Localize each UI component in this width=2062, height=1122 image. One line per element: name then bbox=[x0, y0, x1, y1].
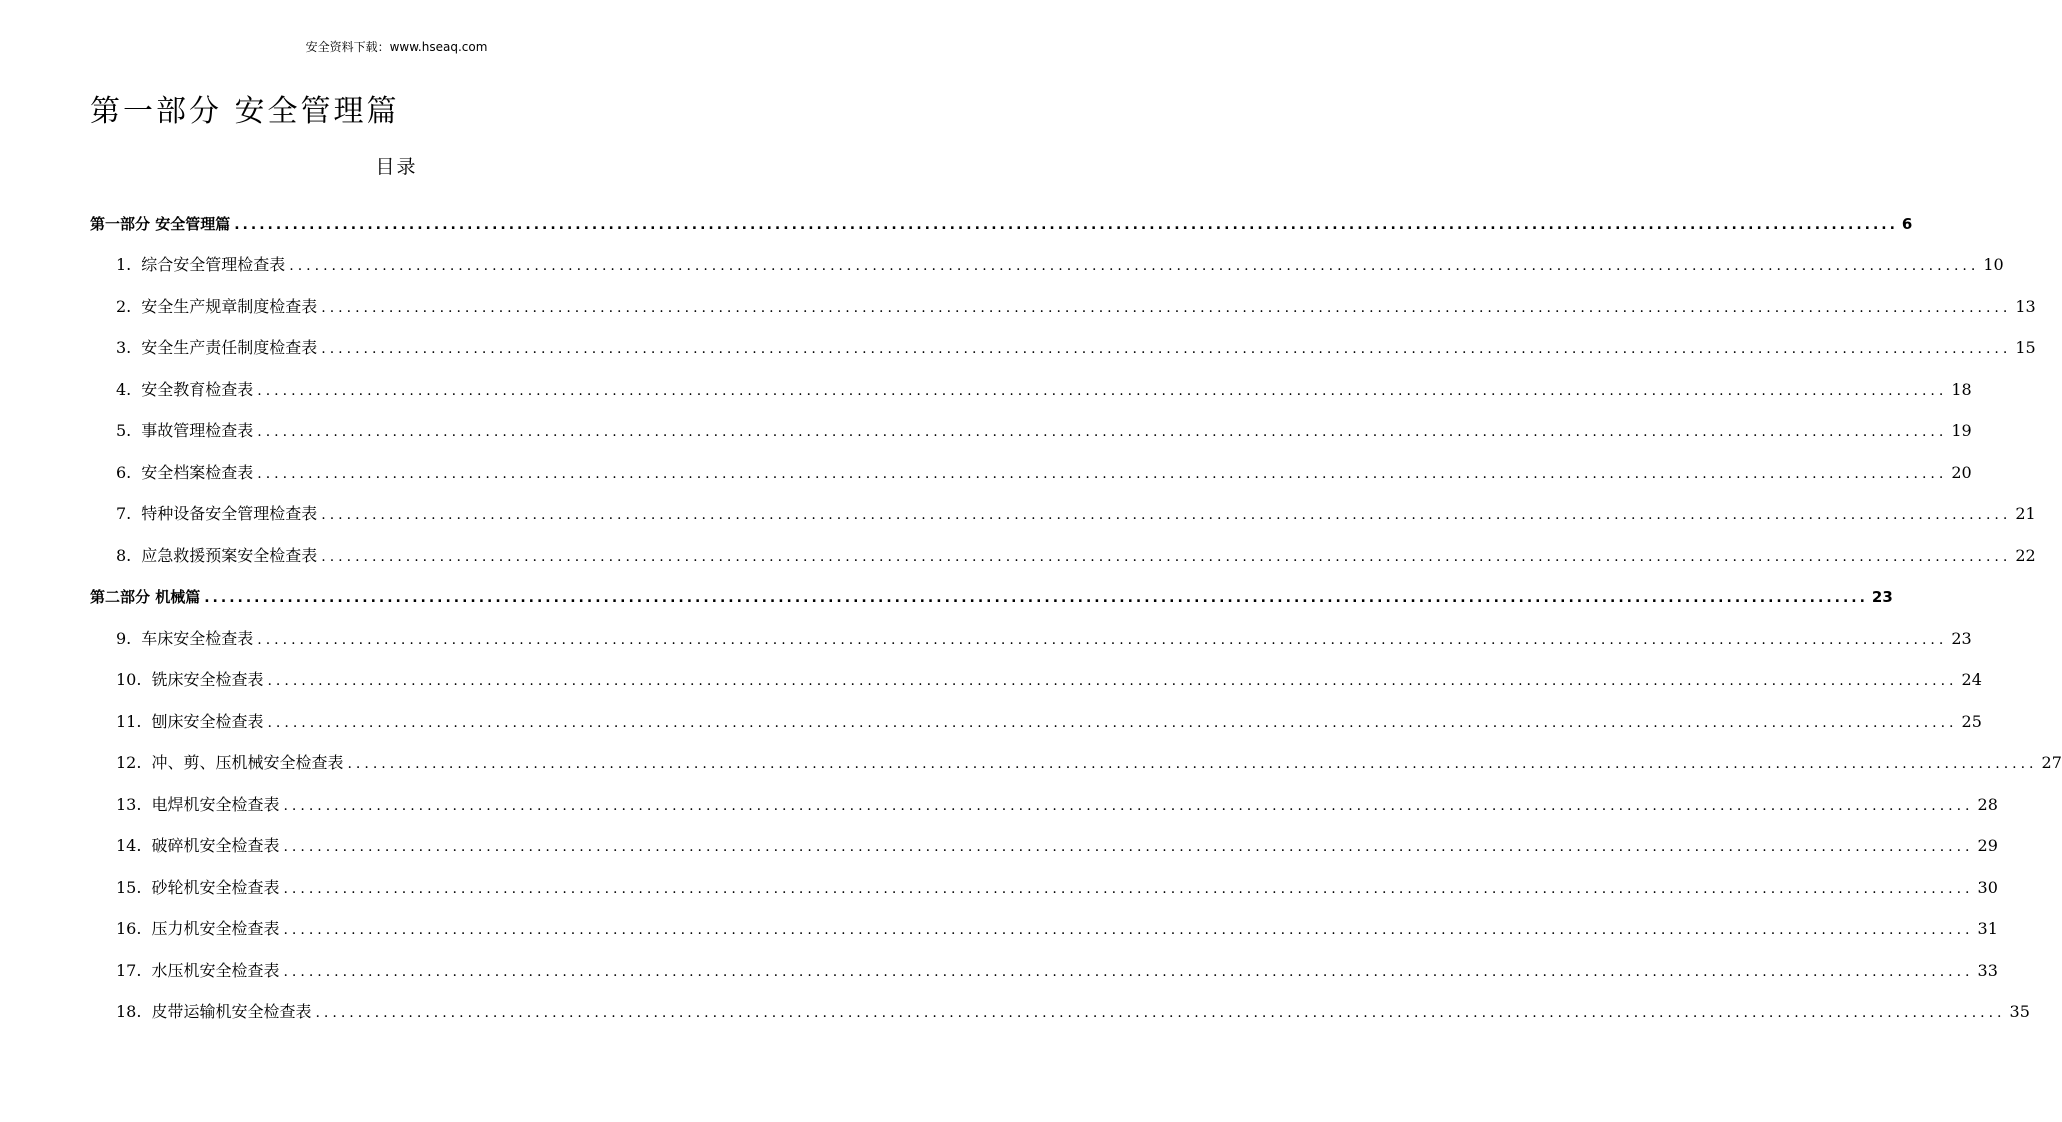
toc-entry-text: 皮带运输机安全检查表 bbox=[151, 1002, 312, 1021]
toc-leader-dots: ........................................................................................................................................................................................................ bbox=[283, 922, 1974, 938]
toc-entry-text: 压力机安全检查表 bbox=[151, 919, 280, 938]
toc-page-number: 21 bbox=[2015, 504, 2036, 523]
toc-leader-dots: ........................................................................................................................................................................................................ bbox=[321, 507, 2012, 523]
toc-item-entry[interactable] bbox=[90, 524, 2036, 566]
toc-entry-text: 破碎机安全检查表 bbox=[151, 836, 280, 855]
toc-entry-label bbox=[116, 794, 280, 815]
toc-leader-dots: ........................................................................................................................................................................................................ bbox=[257, 382, 1948, 399]
toc-page-number: 13 bbox=[2015, 296, 2036, 316]
toc-item-entry[interactable] bbox=[90, 607, 1972, 649]
toc-leader-dots: ........................................................................................................................................................................................................ bbox=[315, 1005, 2006, 1021]
toc-entry-text: 水压机安全检查表 bbox=[151, 960, 280, 980]
toc-leader-dots: ........................................................................................................................................................................................................ bbox=[283, 839, 1974, 855]
toc-entry-number: 11. bbox=[116, 711, 142, 731]
toc-item-entry[interactable] bbox=[90, 981, 2030, 1023]
toc-page-number: 15 bbox=[2015, 338, 2036, 357]
toc-page-number: 33 bbox=[1977, 960, 1998, 980]
toc-leader-dots: ........................................................................................................................................................................................................ bbox=[283, 963, 1974, 980]
toc-entry-text: 安全生产责任制度检查表 bbox=[141, 338, 318, 357]
toc-entry-number: 16. bbox=[116, 919, 142, 938]
toc-item-entry[interactable] bbox=[90, 773, 1998, 815]
toc-page-number: 28 bbox=[1977, 794, 1998, 814]
toc-leader-dots: ........................................................................................................................................................................................................ bbox=[321, 341, 2012, 357]
toc-entry-label bbox=[116, 672, 263, 690]
toc-entry-text: 安全生产规章制度检查表 bbox=[141, 296, 318, 316]
toc-leader-dots: ........................................................................................................................................................................................................ bbox=[283, 797, 1974, 814]
toc-item-entry[interactable] bbox=[90, 275, 2036, 317]
toc-page-number: 35 bbox=[2009, 1002, 2030, 1021]
toc-leader-dots: ........................................................................................................................................................................................................ bbox=[289, 258, 1980, 274]
toc-section-entry[interactable] bbox=[90, 566, 1893, 608]
toc-entry-label bbox=[116, 340, 317, 358]
toc-entry-number: 15. bbox=[116, 877, 142, 897]
toc-entry-text: 综合安全管理检查表 bbox=[141, 255, 286, 274]
toc-entry-label bbox=[116, 877, 280, 898]
toc-leader-dots: ........................................................................................................................................................................................................ bbox=[347, 756, 2038, 772]
toc-entry-label bbox=[90, 590, 200, 607]
toc-entry-text: 电焊机安全检查表 bbox=[151, 794, 280, 814]
toc-entry-number: 2. bbox=[116, 296, 132, 316]
toc-page-number: 24 bbox=[1961, 670, 1982, 689]
toc-entry-label bbox=[116, 257, 285, 275]
toc-entry-text: 第一部分 安全管理篇 bbox=[90, 214, 231, 233]
toc-page-number: 29 bbox=[1977, 836, 1998, 855]
toc-item-entry[interactable] bbox=[90, 856, 1998, 898]
toc-leader-dots: ........................................................................................................................................................................................................ bbox=[257, 631, 1948, 648]
toc-leader-dots: ........................................................................................................................................................................................................ bbox=[267, 714, 1958, 731]
toc-entry-text: 车床安全检查表 bbox=[141, 628, 254, 648]
toc-item-entry[interactable] bbox=[90, 815, 1998, 857]
toc-page-number: 19 bbox=[1951, 421, 1972, 440]
toc-leader-dots: ........................................................................................................................................................................................................ bbox=[321, 548, 2012, 565]
toc-page-number: 6 bbox=[1901, 214, 1913, 233]
toc-entry-label bbox=[116, 379, 254, 400]
toc-entry-label bbox=[116, 462, 254, 483]
toc-entry-number: 3. bbox=[116, 338, 132, 357]
toc-entry-number: 12. bbox=[116, 753, 142, 772]
toc-page-number: 22 bbox=[2015, 545, 2036, 565]
toc-entry-text: 冲、剪、压机械安全检查表 bbox=[151, 753, 344, 772]
toc-leader-dots: ........................................................................................................................................................................................................ bbox=[204, 590, 1868, 606]
toc-entry-label bbox=[116, 423, 253, 441]
toc-item-entry[interactable] bbox=[90, 317, 2036, 359]
toc-entry-label bbox=[116, 921, 279, 939]
toc-entry-text: 安全教育检查表 bbox=[141, 379, 254, 399]
toc-page-number: 10 bbox=[1983, 255, 2004, 274]
toc-item-entry[interactable] bbox=[90, 234, 2004, 276]
toc-leader-dots: ........................................................................................................................................................................................................ bbox=[321, 299, 2012, 316]
toc-page-number: 25 bbox=[1961, 711, 1982, 731]
toc-entry-text: 刨床安全检查表 bbox=[151, 711, 264, 731]
toc-page-number: 23 bbox=[1951, 628, 1972, 648]
toc-entry-number: 10. bbox=[116, 670, 142, 689]
toc-entry-number: 13. bbox=[116, 794, 142, 814]
toc-entry-label bbox=[116, 960, 280, 981]
toc-entry-number: 1. bbox=[116, 255, 132, 274]
toc-item-entry[interactable] bbox=[90, 483, 2036, 525]
toc-entry-label bbox=[116, 1004, 311, 1022]
toc-entry-number: 5. bbox=[116, 421, 132, 440]
toc-item-entry[interactable] bbox=[90, 400, 1972, 442]
toc-title: 目录 bbox=[375, 156, 418, 178]
toc-entry-text: 铣床安全检查表 bbox=[151, 670, 264, 689]
toc-entry-number: 4. bbox=[116, 379, 132, 399]
toc-item-entry[interactable] bbox=[90, 732, 2062, 774]
toc-leader-dots: ........................................................................................................................................................................................................ bbox=[257, 465, 1948, 482]
table-of-contents bbox=[90, 192, 2062, 1022]
toc-page-number: 20 bbox=[1951, 462, 1972, 482]
toc-entry-number: 17. bbox=[116, 960, 142, 980]
toc-page-number: 31 bbox=[1977, 919, 1998, 938]
toc-entry-number: 18. bbox=[116, 1002, 142, 1021]
toc-entry-text: 第二部分 机械篇 bbox=[90, 588, 201, 606]
toc-page-number: 27 bbox=[2041, 753, 2062, 772]
toc-entry-number: 8. bbox=[116, 545, 132, 565]
toc-section-entry[interactable] bbox=[90, 192, 1913, 234]
toc-entry-label bbox=[116, 838, 279, 856]
toc-entry-label bbox=[116, 711, 264, 732]
toc-entry-number: 7. bbox=[116, 504, 132, 523]
toc-entry-label bbox=[90, 214, 231, 234]
toc-entry-text: 安全档案检查表 bbox=[141, 462, 254, 482]
toc-item-entry[interactable] bbox=[90, 690, 1982, 732]
toc-entry-number: 9. bbox=[116, 628, 132, 648]
toc-entry-number: 6. bbox=[116, 462, 132, 482]
toc-item-entry[interactable] bbox=[90, 441, 1972, 483]
toc-entry-text: 砂轮机安全检查表 bbox=[151, 877, 280, 897]
toc-entry-text: 应急救援预案安全检查表 bbox=[141, 545, 318, 565]
toc-leader-dots: ........................................................................................................................................................................................................ bbox=[257, 424, 1948, 440]
toc-item-entry[interactable] bbox=[90, 358, 1972, 400]
toc-entry-label bbox=[116, 545, 318, 566]
toc-item-entry[interactable] bbox=[90, 898, 1998, 940]
toc-leader-dots: ........................................................................................................................................................................................................ bbox=[267, 673, 1958, 689]
toc-entry-number: 14. bbox=[116, 836, 142, 855]
toc-entry-label bbox=[116, 506, 317, 524]
toc-leader-dots: ........................................................................................................................................................................................................ bbox=[234, 216, 1898, 233]
toc-page-number: 30 bbox=[1977, 877, 1998, 897]
page-header: 安全资料下载：www.hseaq.com bbox=[305, 40, 488, 54]
toc-item-entry[interactable] bbox=[90, 939, 1998, 981]
toc-leader-dots: ........................................................................................................................................................................................................ bbox=[283, 880, 1974, 897]
toc-entry-label bbox=[116, 755, 343, 773]
toc-entry-label bbox=[116, 628, 254, 649]
toc-page-number: 18 bbox=[1951, 379, 1972, 399]
toc-entry-label bbox=[116, 296, 318, 317]
toc-entry-text: 事故管理检查表 bbox=[141, 421, 254, 440]
toc-page-number: 23 bbox=[1871, 588, 1893, 606]
part-title: 第一部分 安全管理篇 bbox=[90, 94, 400, 129]
toc-item-entry[interactable] bbox=[90, 649, 1982, 691]
toc-entry-text: 特种设备安全管理检查表 bbox=[141, 504, 318, 523]
